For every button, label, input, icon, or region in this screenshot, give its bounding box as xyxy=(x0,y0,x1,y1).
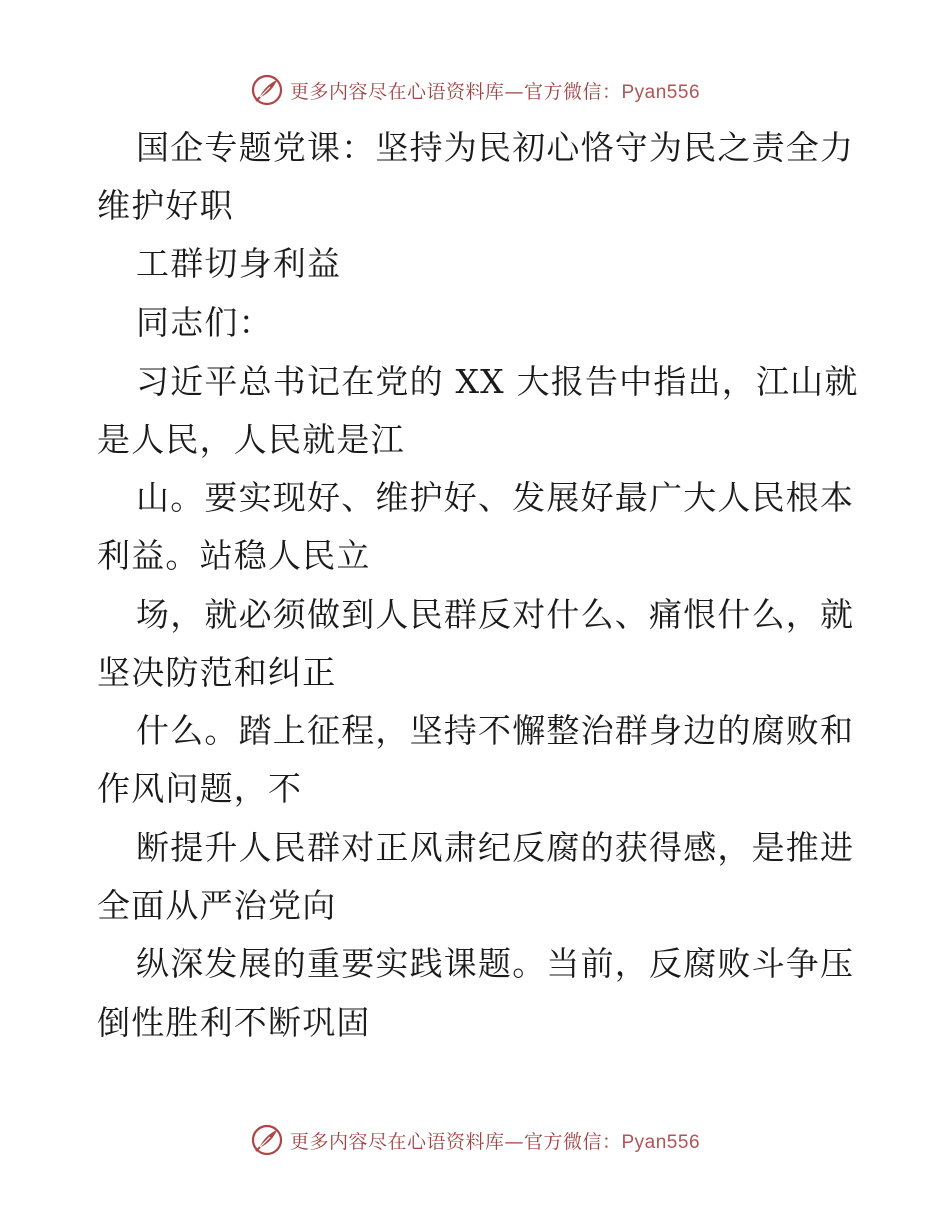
paragraph-line: 山。要实现好、维护好、发展好最广大人民根本 xyxy=(136,478,855,517)
paragraph-line: 倒性胜利不断巩固 xyxy=(97,1003,371,1042)
header-banner xyxy=(0,70,950,110)
banner-text xyxy=(290,77,700,104)
salutation: 同志们： xyxy=(136,303,273,342)
banner-promo-text: 更多内容尽在心语资料库—官方微信： xyxy=(289,1130,622,1153)
paragraph-line: 断提升人民群对正风肃纪反腐的获得感，是推进 xyxy=(136,828,855,867)
feather-pen-logo-icon xyxy=(250,73,284,107)
banner-wechat-id: Pyan556 xyxy=(621,1131,701,1153)
title-line-2: 维护好职 xyxy=(97,186,234,225)
banner-text xyxy=(290,1127,700,1154)
title-line-3: 工群切身利益 xyxy=(136,244,342,283)
paragraph-line: 纵深发展的重要实践课题。当前，反腐败斗争压 xyxy=(136,944,855,983)
footer-banner xyxy=(0,1120,950,1160)
paragraph-line: 作风问题，不 xyxy=(97,769,303,808)
paragraph-line: 习近平总书记在党的 XX 大报告中指出，江山就 xyxy=(136,362,859,401)
feather-pen-logo-icon xyxy=(250,1123,284,1157)
paragraph-line: 什么。踏上征程，坚持不懈整治群身边的腐败和 xyxy=(136,711,855,750)
paragraph-line: 是人民，人民就是江 xyxy=(97,420,405,459)
paragraph-line: 坚决防范和纠正 xyxy=(97,653,337,692)
paragraph-line: 全面从严治党向 xyxy=(97,886,337,925)
title-line-1: 国企专题党课：坚持为民初心恪守为民之责全力 xyxy=(136,128,855,167)
banner-wechat-id: Pyan556 xyxy=(621,81,701,103)
paragraph-line: 场，就必须做到人民群反对什么、痛恨什么，就 xyxy=(136,595,855,634)
banner-promo-text: 更多内容尽在心语资料库—官方微信： xyxy=(289,80,622,103)
paragraph-line: 利益。站稳人民立 xyxy=(97,536,371,575)
